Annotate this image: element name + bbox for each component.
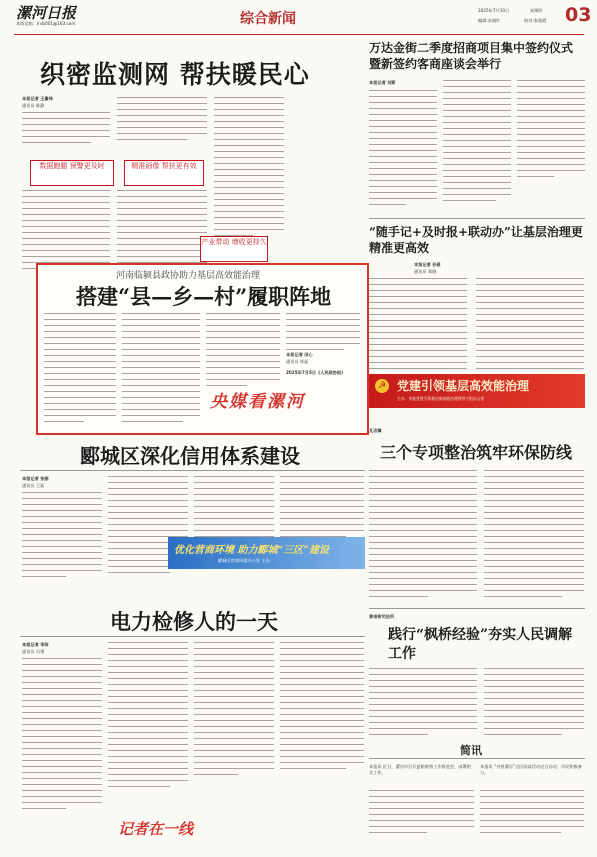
date: 2025年7月10日 (478, 8, 510, 13)
article4-headline: 郾城区深化信用体系建设 (80, 444, 300, 468)
email: 本版信箱：lrvb001@163.com (16, 21, 76, 26)
feature-kicker: 河南临颍县政协助力基层高效能治理 (116, 271, 261, 281)
article2-headline-1: 万达金街二季度招商项目集中签约仪式暨新签约客商座谈会举行 (369, 41, 574, 71)
box-precise-profile: 精准画像 帮扶更有效 (124, 160, 204, 186)
brief-rule (369, 758, 585, 759)
column-badge (108, 812, 238, 846)
article5-body-col2 (108, 642, 188, 792)
article7-body-col2 (484, 668, 584, 740)
article3-body-col1 (369, 278, 467, 380)
article2-body-col2 (443, 80, 511, 206)
article1-byline: 本报记者 王嘉伟 (22, 96, 53, 101)
article1-body-col2b (117, 190, 207, 274)
article3-headline: “随手记+及时报+联动办”让基层治理更精准更高效 (369, 225, 583, 255)
article4-byline2: 通讯员 王磊 (22, 483, 45, 488)
business-banner (168, 537, 365, 569)
box-data-warning: 数据跑腿 预警更及时 (30, 160, 114, 186)
article6-body-col2 (484, 470, 584, 602)
divider (369, 218, 585, 219)
article5-rule (20, 636, 365, 637)
article5-body-col4 (280, 642, 364, 774)
article7-body-col1 (369, 668, 477, 740)
article1-headline: 织密监测网 帮扶暖民心 (40, 60, 310, 89)
editor: 编辑:苏晓红 (478, 18, 501, 23)
page-number: 03 (565, 4, 592, 26)
weekday: 星期四 (530, 8, 543, 13)
paper-name: 漯河日报 (16, 4, 77, 22)
party-emblem-icon: ☭ (375, 379, 389, 393)
article6-rule (369, 608, 585, 609)
party-banner-title: 党建引领基层高效能治理 (397, 379, 530, 393)
masthead (0, 0, 597, 34)
feature-byline2: 通讯员 崔磊 (286, 359, 309, 364)
brief-body-col1 (369, 790, 474, 838)
box-industry: 产业带动 增收更持久 (200, 236, 268, 262)
article5-body-col1 (22, 658, 102, 814)
article5-byline2: 通讯员 冯勇 (22, 649, 45, 654)
article6-body-col1 (369, 470, 477, 602)
party-banner-sub: 主办：市委党建引领基层高效能治理领导小组办公室 (397, 396, 485, 401)
column-badge-text: 记者在一线 (118, 820, 194, 838)
party-banner (369, 374, 585, 408)
article5-body-col3 (194, 642, 274, 780)
brief-item2: 本报讯 “书香漯河”全民阅读活动近日启动，市民积极参与。 (480, 764, 582, 776)
article1-body-col1 (22, 112, 110, 148)
business-banner-sub: 郾城区营商环境办公室 主办 (218, 558, 270, 563)
brief-title: 简讯 (460, 744, 482, 757)
feature-source: 2025年7月5日《人民政协报》 (286, 370, 346, 375)
article3-body-col2 (476, 278, 584, 380)
feature-headline: 搭建“县—乡—村”履职阵地 (76, 284, 332, 309)
proof: 校对:张俊霞 (524, 18, 547, 23)
article7-label: 章帝街司法所 (369, 614, 395, 619)
feature-body-col2 (122, 313, 200, 427)
business-banner-title: 优化营商环境 助力郾城“三区”建设 (174, 545, 329, 556)
feature-byline: 本报记者 田心 (286, 352, 313, 357)
article1-body-col1b (22, 190, 110, 274)
article5-byline: 本报记者 李沛 (22, 642, 49, 647)
masthead-rule (14, 34, 584, 35)
article2-body-col3 (517, 80, 585, 182)
feature-body-col1 (44, 313, 116, 427)
article4-body-col1 (22, 492, 102, 582)
article4-body-col4 (280, 476, 364, 542)
article1-byline2: 通讯员 陈静 (22, 103, 45, 108)
article4-byline: 本报记者 张丽 (22, 476, 49, 481)
article5-headline: 电力检修人的一天 (110, 609, 278, 634)
feature-box (36, 263, 369, 435)
article1-body-col3 (214, 97, 284, 241)
article3-byline: 本报记者 孙爱 (414, 262, 441, 267)
section-title: 综合新闻 (240, 11, 296, 27)
feature-body-col3 (206, 313, 280, 391)
article6-headline: 三个专项整治筑牢环保防线 (380, 443, 573, 462)
brief-item1: 本报讯 近日，漯河市召开夏粮收购工作推进会，部署相关工作。 (369, 764, 471, 776)
article3-byline2: 通讯员 郑晓 (414, 269, 437, 274)
brief-body-col2 (480, 790, 584, 838)
article2-byline: 本报记者 刘斯 (369, 80, 396, 85)
article2-body-col1 (369, 90, 437, 210)
article4-rule (20, 470, 365, 471)
article1-body-col2 (117, 97, 207, 145)
feature-body-col4 (286, 313, 360, 355)
article6-label: 瓦店镇 (369, 428, 382, 433)
feature-seal: 央媒看漯河 (210, 392, 305, 412)
article7-headline: 践行“枫桥经验”夯实人民调解工作 (388, 627, 573, 662)
